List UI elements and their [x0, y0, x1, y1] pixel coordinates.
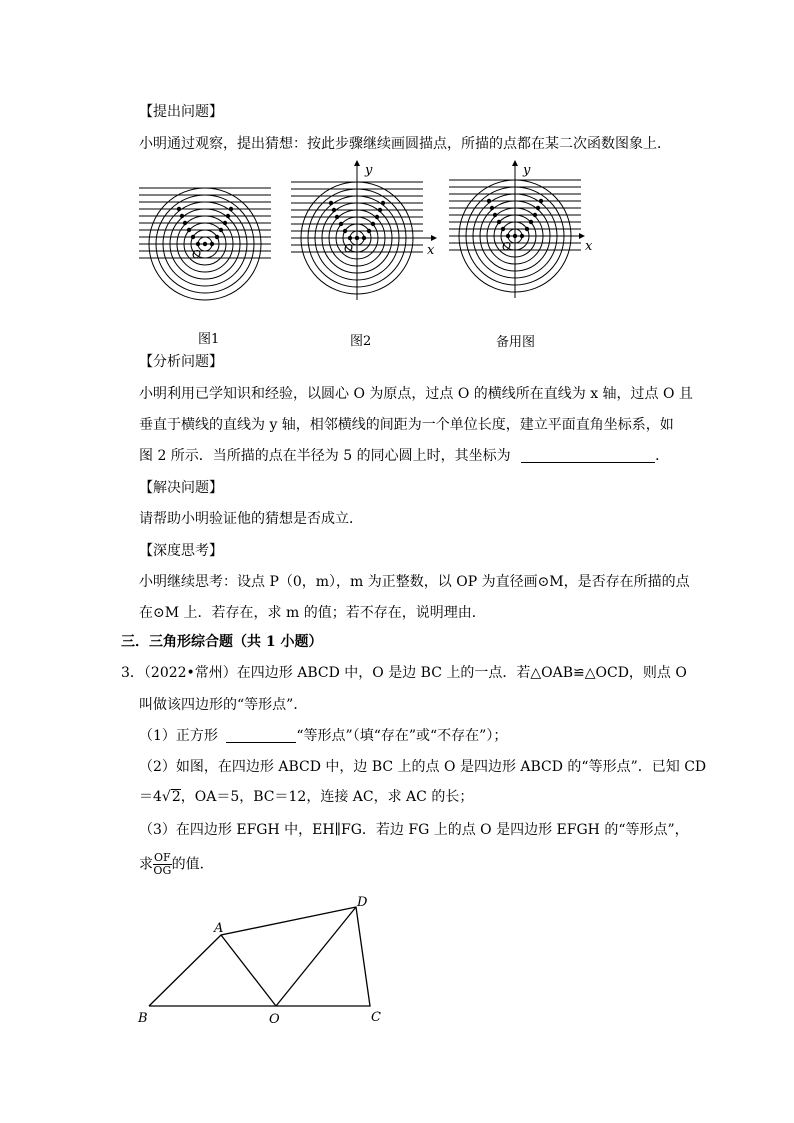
caption-figure-1: 图1 — [198, 332, 220, 347]
caption-figure-2: 图2 — [350, 334, 372, 349]
q3-part-2-line-1: （2）如图，在四边形 ABCD 中，边 BC 上的点 O 是四边形 ABCD 的“等形点”．已知 CD — [139, 759, 707, 775]
figures-row — [0, 160, 794, 340]
label-D: D — [357, 895, 368, 910]
q3-part-3-line-2: 求 $\frac{OF}{OG}$ 的值． — [139, 851, 214, 877]
svg-text:x: x — [427, 243, 435, 258]
figure-1 — [139, 188, 271, 300]
section-heading-solve: 【解决问题】 — [139, 480, 223, 496]
analyze-line-3: 图 2 所示．当所描的点在半径为 5 的同心圆上时，其坐标为 ． — [139, 448, 670, 464]
svg-text:O: O — [502, 240, 512, 253]
figure-2 — [291, 160, 437, 300]
part-3-heading: 三．三角形综合题（共 1 小题） — [121, 634, 323, 650]
section-heading-analyze: 【分析问题】 — [139, 354, 223, 370]
q3-part-1: （1）正方形 “等形点”（填“存在”或“不存在”）； — [139, 728, 508, 744]
section-heading-propose: 【提出问题】 — [139, 104, 223, 120]
paragraph-conjecture: 小明通过观察，提出猜想：按此步骤继续画圆描点，所描的点都在某二次函数图象上． — [139, 136, 671, 152]
caption-figure-backup: 备用图 — [496, 335, 536, 350]
analyze-line-2: 垂直于横线的直线为 y 轴，相邻横线的间距为一个单位长度，建立平面直角坐标系，如 — [139, 417, 674, 433]
q3-part-2-line-2: ＝4√2，OA＝5，BC＝12，连接 AC，求 AC 的长； — [139, 789, 474, 805]
figure-backup — [449, 160, 593, 298]
q3-part-3-line-1: （3）在四边形 EFGH 中，EH∥FG．若边 FG 上的点 O 是四边形 EFGH 的“等形点”， — [139, 822, 689, 838]
answer-blank — [521, 448, 655, 463]
q3-line-1: 3．（2022•常州）在四边形 ABCD 中，O 是边 BC 上的一点．若△OAB≌△OCD，则点 O — [121, 665, 687, 681]
label-B: B — [138, 1011, 148, 1026]
deep-think-line-2: 在⊙M 上．若存在，求 m 的值；若不存在，说明理由． — [139, 605, 486, 621]
label-A: A — [214, 921, 224, 936]
fig1-origin-label: O — [192, 248, 202, 261]
quadrilateral-figure — [120, 890, 420, 1040]
label-C: C — [371, 1010, 381, 1025]
solve-text: 请帮助小明验证他的猜想是否成立． — [139, 511, 363, 527]
analyze-line-1: 小明利用已学知识和经验，以圆心 O 为原点，过点 O 的横线所在直线为 x 轴，过点 O 且 — [139, 386, 693, 402]
fraction-of-og: $\frac{OF}{OG}$ — [153, 851, 172, 877]
q3-answer-blank — [226, 728, 296, 743]
q3-line-2: 叫做该四边形的“等形点”． — [139, 697, 308, 713]
section-heading-deep-think: 【深度思考】 — [139, 543, 223, 559]
svg-text:x: x — [585, 239, 593, 254]
label-O: O — [269, 1012, 280, 1027]
deep-think-line-1: 小明继续思考：设点 P（0，m），m 为正整数，以 OP 为直径画⊙M，是否存在所描的点 — [139, 574, 690, 590]
svg-text:O: O — [344, 242, 354, 255]
svg-text:y: y — [523, 163, 531, 178]
svg-text:y: y — [365, 163, 373, 178]
